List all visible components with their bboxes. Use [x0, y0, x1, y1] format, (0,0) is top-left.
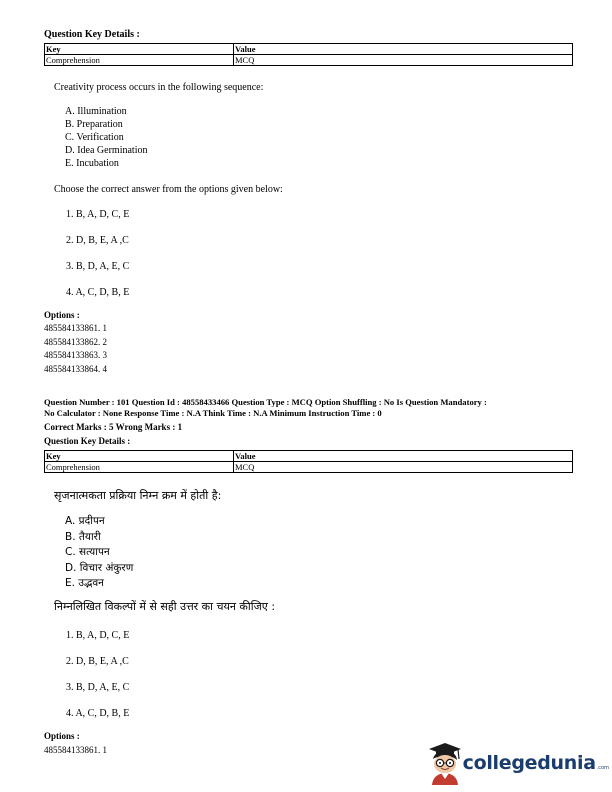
options-label: Options : — [44, 310, 80, 320]
answer-choice-2: 2. D, B, E, A ,C — [66, 656, 129, 667]
statement-list — [65, 106, 147, 171]
statement-item: A. Illumination — [65, 106, 127, 117]
statement-item: C. सत्यापन — [65, 546, 110, 558]
statement-item: E. Incubation — [65, 158, 119, 169]
answer-choice-3: 3. B, D, A, E, C — [66, 261, 130, 272]
table-header-row — [45, 44, 573, 55]
value-cell: MCQ — [234, 462, 573, 473]
key-cell: Comprehension — [45, 462, 234, 473]
statement-item: B. Preparation — [65, 119, 123, 130]
answer-choice-4: 4. A, C, D, B, E — [66, 287, 130, 298]
statement-item: C. Verification — [65, 132, 124, 143]
instruction-text-hindi: निम्नलिखित विकल्पों में से सही उत्तर का चयन कीजिए : — [54, 600, 276, 613]
option-id: 485584133864. 4 — [44, 363, 107, 374]
table-row — [45, 462, 573, 473]
question-meta-line-1: Question Number : 101 Question Id : 48558433466 Question Type : MCQ Option Shuffling : No Is Question Mandatory : — [44, 397, 487, 407]
table-row — [45, 55, 573, 66]
option-id: 485584133861. 1 — [44, 323, 107, 333]
options-label: Options : — [44, 731, 80, 741]
option-id-list — [44, 323, 107, 377]
statement-item: A. प्रदीपन — [65, 515, 105, 527]
answer-choice-3: 3. B, D, A, E, C — [66, 682, 130, 693]
option-id: 485584133863. 3 — [44, 350, 107, 360]
option-id: 485584133862. 2 — [44, 336, 107, 347]
answer-choice-1: 1. B, A, D, C, E — [66, 630, 130, 641]
statement-item: E. उद्भवन — [65, 577, 105, 589]
brand-domain: .com — [596, 765, 609, 771]
brand-name: collegedunia — [462, 752, 596, 774]
key-header: Key — [45, 451, 234, 462]
key-header: Key — [45, 44, 234, 55]
answer-choice-1: 1. B, A, D, C, E — [66, 209, 130, 220]
instruction-text: Choose the correct answer from the options given below: — [54, 184, 283, 195]
statement-item: D. Idea Germination — [65, 145, 148, 156]
key-details-label: Question Key Details : — [44, 436, 131, 446]
collegedunia-logo — [423, 739, 609, 787]
value-cell: MCQ — [234, 55, 573, 66]
question-text: Creativity process occurs in the following sequence: — [54, 82, 264, 93]
answer-choice-4: 4. A, C, D, B, E — [66, 708, 130, 719]
statement-list-hindi — [65, 514, 133, 592]
table-header-row — [45, 451, 573, 462]
key-details-label: Question Key Details : — [44, 29, 140, 40]
answer-choice-2: 2. D, B, E, A ,C — [66, 235, 129, 246]
graduate-mascot-icon — [423, 740, 463, 786]
key-value-table — [44, 450, 573, 473]
option-id: 485584133861. 1 — [44, 745, 107, 755]
statement-item: D. विचार अंकुरण — [65, 561, 134, 574]
value-header: Value — [234, 44, 573, 55]
question-text-hindi: सृजनात्मकता प्रक्रिया निम्न क्रम में होती है: — [54, 489, 222, 502]
question-meta-line-2: No Calculator : None Response Time : N.A Think Time : N.A Minimum Instruction Time : 0 — [44, 408, 382, 418]
marks-text: Correct Marks : 5 Wrong Marks : 1 — [44, 422, 183, 432]
statement-item: B. तैयारी — [65, 530, 101, 543]
key-value-table — [44, 43, 573, 66]
value-header: Value — [234, 451, 573, 462]
key-cell: Comprehension — [45, 55, 234, 66]
